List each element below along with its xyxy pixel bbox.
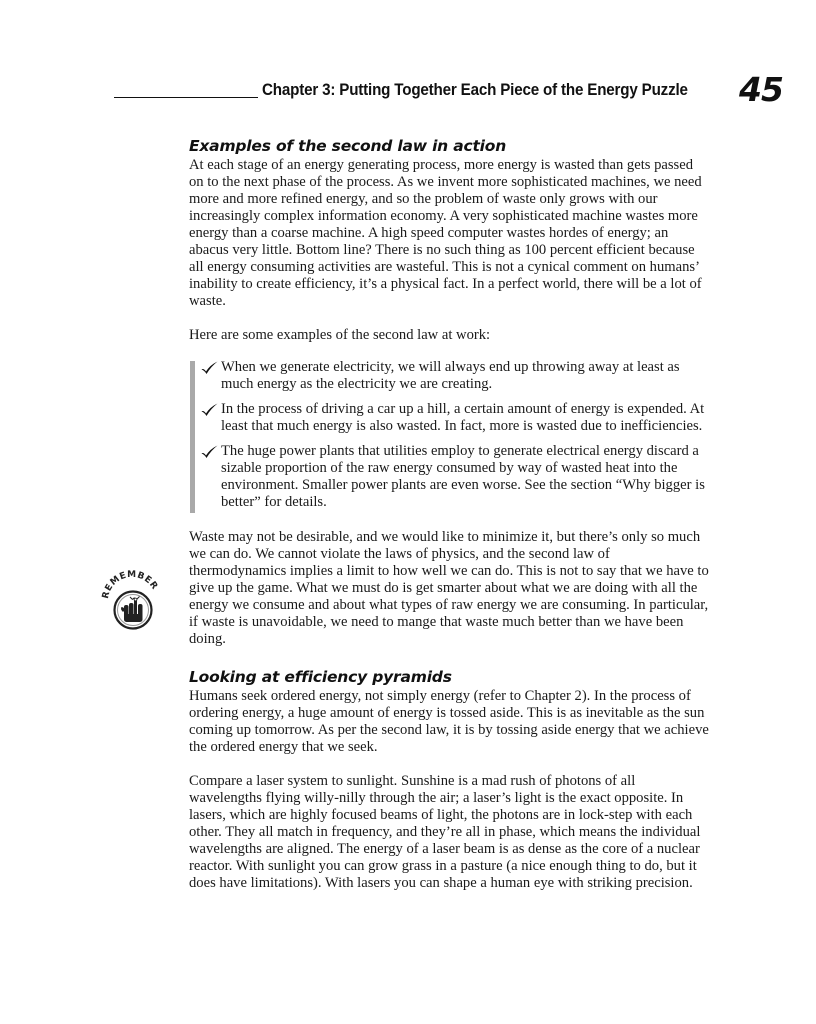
check-icon [200, 443, 220, 460]
header-rule [114, 97, 258, 98]
check-icon [200, 359, 220, 376]
list-item [221, 401, 709, 435]
paragraph: Humans seek ordered energy, not simply energy (refer to Chapter 2). In the process of ordering energy, a huge amount of energy is tossed aside. This is as inevitable as the sun coming up tomorrow. As per the second law, it is by tossing aside energy that we achieve the ordered energy that we seek. [189, 688, 709, 755]
paragraph: Here are some examples of the second law at work: [189, 327, 491, 343]
page-number: 45 [739, 70, 783, 109]
page-content [189, 136, 709, 892]
bullet-list [189, 359, 709, 511]
paragraph-spacer [189, 756, 709, 773]
paragraph: Compare a laser system to sunlight. Sunshine is a mad rush of photons of all wavelengths flying willy-nilly through the air; a laser’s light is the exact opposite. In lasers, which are highly focused beams of light, the photons are in lock-step with each other. They all match in frequency, and they’re all in phase, which means the individual wavelengths are aligned. The energy of a laser beam is as dense as the core of a nuclear reactor. With sunlight you can grow grass in a pasture (a nice enough thing to do, but it does have limitations). With lasers you can shape a human eye with striking precision. [189, 773, 701, 891]
remember-paragraph: Waste may not be desirable, and we would like to minimize it, but there’s only so much we can do. We cannot violate the laws of physics, and the second law of thermodynamics implies a limit to how well we can do. This is not to say that we have to give up the game. What we must do is get smarter about what we are doing with all the energy we consume and about what types of raw energy we are consuming. In particular, if waste is unavoidable, we need to mange that waste much better than we have been doing. [189, 529, 709, 647]
list-item-text: The huge power plants that utilities employ to generate electrical energy discard a sizable proportion of the raw energy consumed by way of wasted heat into the environment. Smaller power plants are even worse. See the section “Why bigger is better” for details. [221, 443, 705, 510]
remember-icon [98, 566, 162, 630]
list-item [221, 443, 709, 511]
check-icon [200, 401, 220, 418]
paragraph-spacer [189, 344, 709, 359]
paragraph-spacer [189, 511, 709, 529]
section-heading: Looking at efficiency pyramids [189, 668, 452, 686]
paragraph: At each stage of an energy generating process, more energy is wasted than gets passed on to the next phase of the process. As we invent more sophisticated machines, we need more and more refined energy, and so the problem of waste only grows with our increasingly complex information economy. A very sophisticated machine wastes more energy than a coarse machine. A high speed computer wastes hordes of energy; an abacus very little. Bottom line? There is no such thing as 100 percent efficient because all energy consuming activities are wasteful. This is not a cynical comment on humans’ inability to create efficiency, it’s a physical fact. In a perfect world, there will be a lot of waste. [189, 157, 702, 309]
chapter-title: Chapter 3: Putting Together Each Piece of the Energy Puzzle [262, 81, 688, 99]
paragraph-spacer [189, 310, 709, 327]
remember-icon-label: REMEMBER [100, 569, 160, 600]
paragraph-spacer [189, 648, 709, 667]
list-item [221, 359, 709, 393]
sidebar-bar [190, 361, 195, 513]
section-heading: Examples of the second law in action [189, 137, 507, 155]
list-item-text: When we generate electricity, we will always end up throwing away at least as much energy as the electricity we are creating. [221, 359, 680, 392]
list-item-text: In the process of driving a car up a hill, a certain amount of energy is expended. At least that much energy is also wasted. In fact, more is wasted due to inefficiencies. [221, 401, 705, 434]
